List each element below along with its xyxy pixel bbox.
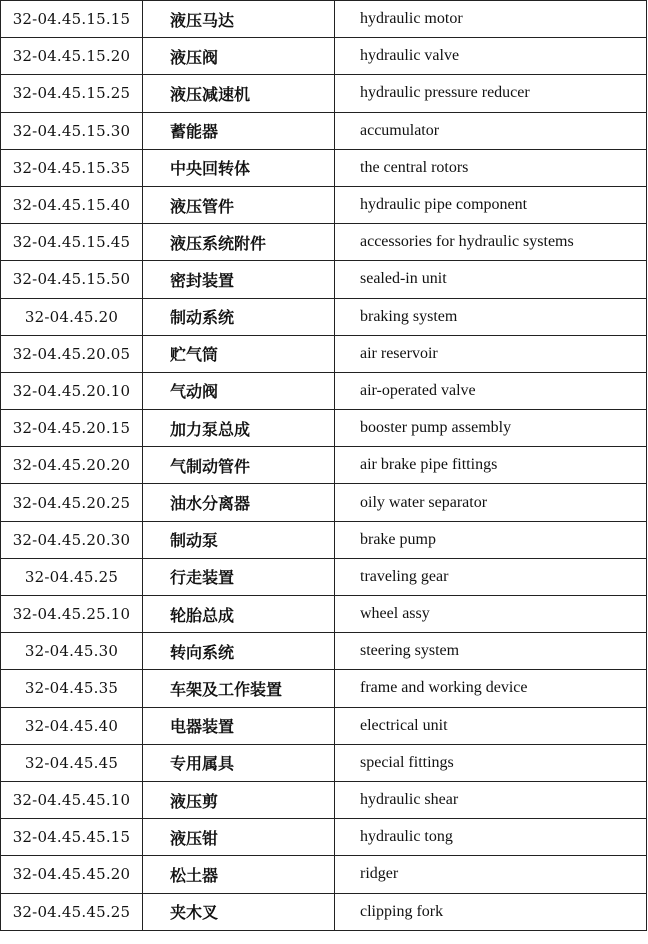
term-code: 32-04.45.25.10 <box>1 596 143 633</box>
term-english: booster pump assembly <box>335 410 647 447</box>
term-chinese: 液压剪 <box>143 781 335 818</box>
term-chinese: 气动阀 <box>143 372 335 409</box>
term-english: electrical unit <box>335 707 647 744</box>
term-code: 32-04.45.30 <box>1 633 143 670</box>
term-english: hydraulic shear <box>335 781 647 818</box>
term-chinese: 中央回转体 <box>143 149 335 186</box>
table-row <box>1 38 647 75</box>
term-english: hydraulic valve <box>335 38 647 75</box>
term-code: 32-04.45.15.45 <box>1 224 143 261</box>
term-chinese: 液压减速机 <box>143 75 335 112</box>
term-chinese: 贮气筒 <box>143 335 335 372</box>
term-chinese: 行走装置 <box>143 558 335 595</box>
table-row <box>1 298 647 335</box>
term-chinese: 夹木叉 <box>143 893 335 930</box>
term-english: sealed-in unit <box>335 261 647 298</box>
term-chinese: 制动系统 <box>143 298 335 335</box>
term-code: 32-04.45.20.30 <box>1 521 143 558</box>
term-english: air brake pipe fittings <box>335 447 647 484</box>
table-row <box>1 558 647 595</box>
term-code: 32-04.45.15.15 <box>1 1 143 38</box>
term-chinese: 制动泵 <box>143 521 335 558</box>
term-english: traveling gear <box>335 558 647 595</box>
table-row <box>1 521 647 558</box>
term-code: 32-04.45.15.30 <box>1 112 143 149</box>
table-row <box>1 186 647 223</box>
term-english: the central rotors <box>335 149 647 186</box>
term-code: 32-04.45.20.25 <box>1 484 143 521</box>
term-english: hydraulic tong <box>335 819 647 856</box>
term-chinese: 密封装置 <box>143 261 335 298</box>
term-code: 32-04.45.35 <box>1 670 143 707</box>
table-row <box>1 744 647 781</box>
term-code: 32-04.45.45.10 <box>1 781 143 818</box>
table-row <box>1 633 647 670</box>
term-chinese: 蓄能器 <box>143 112 335 149</box>
table-row <box>1 484 647 521</box>
term-english: hydraulic pipe component <box>335 186 647 223</box>
table-row <box>1 893 647 930</box>
table-row <box>1 372 647 409</box>
term-code: 32-04.45.20.10 <box>1 372 143 409</box>
term-code: 32-04.45.20.20 <box>1 447 143 484</box>
term-code: 32-04.45.20 <box>1 298 143 335</box>
term-english: special fittings <box>335 744 647 781</box>
table-row <box>1 149 647 186</box>
table-row <box>1 447 647 484</box>
term-chinese: 松土器 <box>143 856 335 893</box>
table-row <box>1 781 647 818</box>
term-english: frame and working device <box>335 670 647 707</box>
term-english: accumulator <box>335 112 647 149</box>
table-row <box>1 335 647 372</box>
term-chinese: 液压马达 <box>143 1 335 38</box>
term-chinese: 电器装置 <box>143 707 335 744</box>
table-row <box>1 224 647 261</box>
terminology-table-body <box>1 1 647 931</box>
term-code: 32-04.45.15.25 <box>1 75 143 112</box>
term-code: 32-04.45.15.50 <box>1 261 143 298</box>
term-code: 32-04.45.25 <box>1 558 143 595</box>
term-code: 32-04.45.45.20 <box>1 856 143 893</box>
table-row <box>1 75 647 112</box>
term-english: hydraulic motor <box>335 1 647 38</box>
term-code: 32-04.45.20.05 <box>1 335 143 372</box>
table-row <box>1 819 647 856</box>
term-english: wheel assy <box>335 596 647 633</box>
term-code: 32-04.45.20.15 <box>1 410 143 447</box>
term-code: 32-04.45.40 <box>1 707 143 744</box>
table-row <box>1 1 647 38</box>
term-english: ridger <box>335 856 647 893</box>
table-row <box>1 410 647 447</box>
table-row <box>1 112 647 149</box>
term-english: hydraulic pressure reducer <box>335 75 647 112</box>
term-english: air reservoir <box>335 335 647 372</box>
term-english: accessories for hydraulic systems <box>335 224 647 261</box>
term-chinese: 液压阀 <box>143 38 335 75</box>
term-code: 32-04.45.15.35 <box>1 149 143 186</box>
term-code: 32-04.45.45 <box>1 744 143 781</box>
table-row <box>1 856 647 893</box>
term-chinese: 液压管件 <box>143 186 335 223</box>
term-code: 32-04.45.45.15 <box>1 819 143 856</box>
term-english: brake pump <box>335 521 647 558</box>
table-row <box>1 596 647 633</box>
term-chinese: 转向系统 <box>143 633 335 670</box>
term-chinese: 专用属具 <box>143 744 335 781</box>
term-chinese: 轮胎总成 <box>143 596 335 633</box>
term-english: oily water separator <box>335 484 647 521</box>
table-row <box>1 261 647 298</box>
term-chinese: 加力泵总成 <box>143 410 335 447</box>
term-chinese: 液压钳 <box>143 819 335 856</box>
term-code: 32-04.45.15.40 <box>1 186 143 223</box>
table-row <box>1 707 647 744</box>
term-code: 32-04.45.45.25 <box>1 893 143 930</box>
term-chinese: 气制动管件 <box>143 447 335 484</box>
term-code: 32-04.45.15.20 <box>1 38 143 75</box>
term-english: air-operated valve <box>335 372 647 409</box>
term-chinese: 液压系统附件 <box>143 224 335 261</box>
table-row <box>1 670 647 707</box>
term-chinese: 油水分离器 <box>143 484 335 521</box>
term-english: braking system <box>335 298 647 335</box>
term-chinese: 车架及工作装置 <box>143 670 335 707</box>
term-english: clipping fork <box>335 893 647 930</box>
term-english: steering system <box>335 633 647 670</box>
